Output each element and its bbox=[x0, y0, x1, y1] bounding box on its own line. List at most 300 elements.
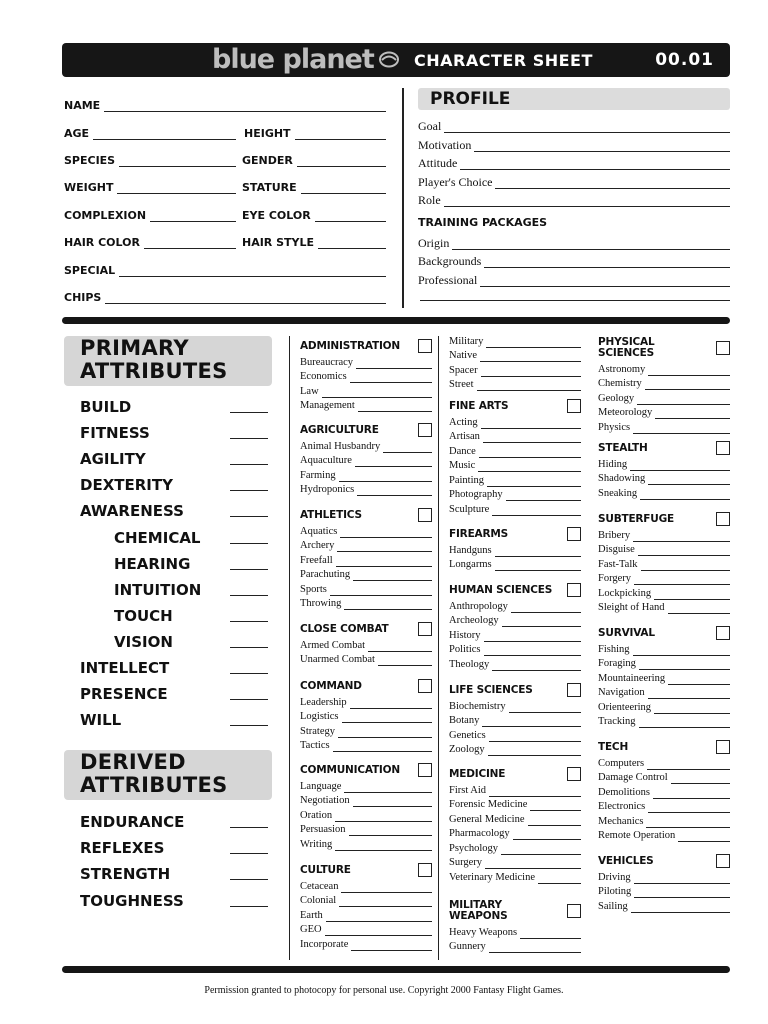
hair-style-line[interactable] bbox=[318, 237, 386, 249]
skill-label: Aquaculture bbox=[300, 455, 352, 466]
skill-line[interactable] bbox=[350, 700, 432, 709]
skill-line[interactable] bbox=[339, 473, 432, 482]
skill-line[interactable] bbox=[486, 339, 581, 348]
gender-line[interactable] bbox=[297, 155, 386, 167]
skill-mechanics[interactable] bbox=[598, 813, 730, 828]
skill-aquaculture[interactable] bbox=[300, 453, 432, 468]
skill-group-checkbox[interactable] bbox=[716, 341, 730, 355]
complexion-field[interactable] bbox=[64, 206, 236, 222]
attr-touch-line[interactable] bbox=[230, 621, 268, 622]
hair-color-field[interactable] bbox=[64, 233, 236, 249]
sheet-title: CHARACTER SHEET bbox=[414, 51, 593, 70]
attr-will-label: WILL bbox=[80, 711, 122, 730]
skill-archery[interactable] bbox=[300, 538, 432, 553]
skill-label: Bureaucracy bbox=[300, 356, 354, 368]
skill-line[interactable] bbox=[495, 548, 581, 557]
skill-label: Sneaking bbox=[598, 487, 638, 499]
skill-line[interactable] bbox=[653, 790, 730, 799]
skill-line[interactable] bbox=[633, 425, 730, 434]
skill-history[interactable] bbox=[449, 627, 581, 642]
skill-line[interactable] bbox=[330, 587, 432, 596]
skill-line[interactable] bbox=[353, 798, 432, 807]
skill-theology[interactable] bbox=[449, 656, 581, 671]
attr-reflexes-line[interactable] bbox=[230, 853, 268, 854]
skill-label: Cetacean bbox=[300, 880, 339, 892]
stature-field[interactable] bbox=[242, 178, 386, 194]
eye-color-field[interactable] bbox=[242, 206, 386, 222]
special-field[interactable] bbox=[64, 261, 386, 277]
skill-botany[interactable] bbox=[449, 713, 581, 728]
skill-line[interactable] bbox=[655, 410, 730, 419]
skill-sailing[interactable] bbox=[598, 898, 730, 913]
skill-spacer[interactable] bbox=[449, 362, 581, 377]
attr-endurance-line[interactable] bbox=[230, 827, 268, 828]
skill-group-checkbox[interactable] bbox=[418, 423, 432, 437]
gender-label: GENDER bbox=[242, 154, 293, 167]
skill-line[interactable] bbox=[340, 529, 432, 538]
skill-aquatics[interactable] bbox=[300, 523, 432, 538]
goal-line[interactable] bbox=[444, 121, 730, 133]
skill-sneaking[interactable] bbox=[598, 485, 730, 500]
backgrounds-line[interactable] bbox=[484, 256, 730, 268]
skill-hydroponics[interactable] bbox=[300, 482, 432, 497]
profile-extra-line[interactable] bbox=[420, 300, 730, 301]
attr-intuition-line[interactable] bbox=[230, 595, 268, 596]
skill-group-communication bbox=[300, 765, 432, 851]
skill-fishing[interactable] bbox=[598, 641, 730, 656]
skill-persuasion[interactable] bbox=[300, 822, 432, 837]
skill-photography[interactable] bbox=[449, 487, 581, 502]
skill-group-name: ATHLETICS bbox=[300, 509, 362, 521]
chips-line[interactable] bbox=[105, 292, 386, 304]
skill-line[interactable] bbox=[356, 360, 432, 369]
skill-label: Hiding bbox=[598, 458, 628, 470]
skill-line[interactable] bbox=[648, 476, 730, 485]
origin-line[interactable] bbox=[452, 238, 730, 250]
role-line[interactable] bbox=[444, 195, 730, 207]
skill-label: Politics bbox=[449, 644, 481, 655]
players-choice-field[interactable] bbox=[418, 173, 730, 189]
skill-line[interactable] bbox=[368, 643, 432, 652]
skill-line[interactable] bbox=[355, 458, 432, 467]
skill-line[interactable] bbox=[492, 662, 581, 671]
skill-handguns[interactable] bbox=[449, 542, 581, 557]
skill-line[interactable] bbox=[633, 533, 730, 542]
skill-shadowing[interactable] bbox=[598, 471, 730, 486]
skill-line[interactable] bbox=[336, 558, 432, 567]
skill-armed-combat[interactable] bbox=[300, 637, 432, 652]
skill-electronics[interactable] bbox=[598, 799, 730, 814]
skill-sleight-of-hand[interactable] bbox=[598, 600, 730, 615]
skill-cetacean[interactable] bbox=[300, 878, 432, 893]
species-field[interactable] bbox=[64, 151, 236, 167]
skill-management[interactable] bbox=[300, 398, 432, 413]
attr-presence-line[interactable] bbox=[230, 699, 268, 700]
skill-line[interactable] bbox=[487, 478, 581, 487]
skill-veterinary-medicine[interactable] bbox=[449, 869, 581, 884]
skill-fast-talk[interactable] bbox=[598, 556, 730, 571]
skill-group-checkbox[interactable] bbox=[716, 626, 730, 640]
skill-dance[interactable] bbox=[449, 443, 581, 458]
skill-longarms[interactable] bbox=[449, 557, 581, 572]
skill-orienteering[interactable] bbox=[598, 699, 730, 714]
skill-label: Incorporate bbox=[300, 938, 349, 950]
age-line[interactable] bbox=[93, 128, 236, 140]
eye-color-label: EYE COLOR bbox=[242, 209, 311, 222]
skill-psychology[interactable] bbox=[449, 840, 581, 855]
chips-field[interactable] bbox=[64, 288, 386, 304]
skill-parachuting[interactable] bbox=[300, 567, 432, 582]
skill-lockpicking[interactable] bbox=[598, 585, 730, 600]
skill-line[interactable] bbox=[489, 788, 581, 797]
skill-label: Anthropology bbox=[449, 600, 508, 612]
skill-label: Sports bbox=[300, 583, 327, 595]
skill-label: General Medicine bbox=[449, 813, 525, 825]
skill-label: First Aid bbox=[449, 784, 487, 796]
skill-leadership[interactable] bbox=[300, 694, 432, 709]
skill-line[interactable] bbox=[378, 657, 432, 666]
skill-line[interactable] bbox=[634, 889, 730, 898]
skill-line[interactable] bbox=[678, 833, 730, 842]
skill-group-name: FIREARMS bbox=[449, 528, 508, 540]
skill-piloting[interactable] bbox=[598, 884, 730, 899]
skill-line[interactable] bbox=[477, 382, 582, 391]
skill-line[interactable] bbox=[338, 729, 432, 738]
species-line[interactable] bbox=[119, 155, 236, 167]
skill-label: Veterinary Medicine bbox=[449, 871, 536, 883]
name-label: NAME bbox=[64, 99, 101, 112]
skill-economics[interactable] bbox=[300, 369, 432, 384]
skill-sculpture[interactable] bbox=[449, 501, 581, 516]
skill-line[interactable] bbox=[383, 444, 432, 453]
skill-mountaineering[interactable] bbox=[598, 670, 730, 685]
skill-line[interactable] bbox=[335, 842, 432, 851]
role-field[interactable] bbox=[418, 191, 730, 207]
skill-line[interactable] bbox=[647, 761, 730, 770]
skill-line[interactable] bbox=[342, 714, 433, 723]
skill-pharmacology[interactable] bbox=[449, 826, 581, 841]
skill-line[interactable] bbox=[489, 733, 581, 742]
skill-line[interactable] bbox=[645, 381, 730, 390]
skill-label: Navigation bbox=[598, 687, 645, 698]
skill-first-aid[interactable] bbox=[449, 782, 581, 797]
skill-damage-control[interactable] bbox=[598, 770, 730, 785]
skill-line[interactable] bbox=[654, 591, 730, 600]
skill-line[interactable] bbox=[648, 690, 730, 699]
skill-colonial[interactable] bbox=[300, 893, 432, 908]
skill-line[interactable] bbox=[633, 647, 730, 656]
skill-gunnery[interactable] bbox=[449, 939, 581, 954]
attr-will-line[interactable] bbox=[230, 725, 268, 726]
skill-remote-operation[interactable] bbox=[598, 828, 730, 843]
skill-street[interactable] bbox=[449, 377, 581, 392]
skill-writing[interactable] bbox=[300, 836, 432, 851]
skill-group-checkbox[interactable] bbox=[418, 508, 432, 522]
skill-group-checkbox[interactable] bbox=[567, 767, 581, 781]
attitude-field[interactable] bbox=[418, 154, 730, 170]
skill-line[interactable] bbox=[326, 913, 432, 922]
skill-line[interactable] bbox=[639, 719, 730, 728]
skill-line[interactable] bbox=[631, 904, 730, 913]
backgrounds-field[interactable] bbox=[418, 252, 730, 268]
skill-line[interactable] bbox=[478, 463, 581, 472]
hair-color-label: HAIR COLOR bbox=[64, 236, 140, 249]
skill-label: Sailing bbox=[598, 900, 628, 912]
skill-group-checkbox[interactable] bbox=[567, 583, 581, 597]
attr-dexterity-label: DEXTERITY bbox=[80, 476, 173, 495]
skill-music[interactable] bbox=[449, 458, 581, 473]
attr-agility-line[interactable] bbox=[230, 464, 268, 465]
skill-line[interactable] bbox=[482, 718, 581, 727]
skill-group-header bbox=[449, 529, 581, 540]
skill-line[interactable] bbox=[349, 827, 433, 836]
skill-group-checkbox[interactable] bbox=[567, 399, 581, 413]
skill-tactics[interactable] bbox=[300, 738, 432, 753]
attr-intellect-line[interactable] bbox=[230, 673, 268, 674]
skill-line[interactable] bbox=[344, 601, 432, 610]
skill-politics[interactable] bbox=[449, 642, 581, 657]
skill-group-checkbox[interactable] bbox=[418, 763, 432, 777]
motivation-line[interactable] bbox=[474, 140, 730, 152]
skill-freefall[interactable] bbox=[300, 552, 432, 567]
skill-sports[interactable] bbox=[300, 581, 432, 596]
skill-biochemistry[interactable] bbox=[449, 698, 581, 713]
skill-line[interactable] bbox=[648, 804, 730, 813]
skill-line[interactable] bbox=[485, 860, 581, 869]
skill-group-checkbox[interactable] bbox=[716, 512, 730, 526]
skill-heavy-weapons[interactable] bbox=[449, 924, 581, 939]
skill-line[interactable] bbox=[322, 389, 432, 398]
skill-group-checkbox[interactable] bbox=[716, 441, 730, 455]
skill-bureaucracy[interactable] bbox=[300, 354, 432, 369]
skill-group-subterfuge bbox=[598, 514, 730, 614]
skill-group-checkbox[interactable] bbox=[716, 740, 730, 754]
skill-line[interactable] bbox=[350, 374, 432, 383]
skill-anthropology[interactable] bbox=[449, 598, 581, 613]
skill-line[interactable] bbox=[654, 705, 730, 714]
skill-label: Pharmacology bbox=[449, 828, 510, 839]
skill-line[interactable] bbox=[333, 743, 432, 752]
skill-line[interactable] bbox=[520, 930, 581, 939]
skill-line[interactable] bbox=[339, 898, 432, 907]
attr-intuition-label: INTUITION bbox=[114, 580, 202, 599]
weight-line[interactable] bbox=[117, 182, 236, 194]
skill-line[interactable] bbox=[337, 543, 432, 552]
skill-group-checkbox[interactable] bbox=[418, 339, 432, 353]
skill-line[interactable] bbox=[641, 562, 730, 571]
skill-line[interactable] bbox=[483, 434, 581, 443]
skill-line[interactable] bbox=[630, 462, 730, 471]
attr-build-line[interactable] bbox=[230, 412, 268, 413]
skill-surgery[interactable] bbox=[449, 855, 581, 870]
height-field[interactable] bbox=[244, 124, 386, 140]
special-line[interactable] bbox=[119, 265, 386, 277]
skill-line[interactable] bbox=[480, 353, 581, 362]
skill-group-checkbox[interactable] bbox=[418, 622, 432, 636]
skill-line[interactable] bbox=[637, 396, 730, 405]
skill-chemistry[interactable] bbox=[598, 376, 730, 391]
skill-line[interactable] bbox=[506, 492, 581, 501]
skill-forensic-medicine[interactable] bbox=[449, 797, 581, 812]
age-label: AGE bbox=[64, 127, 90, 140]
skill-incorporate[interactable] bbox=[300, 936, 432, 951]
skill-general-medicine[interactable] bbox=[449, 811, 581, 826]
skill-zoology[interactable] bbox=[449, 742, 581, 757]
skill-line[interactable] bbox=[528, 817, 581, 826]
skill-bribery[interactable] bbox=[598, 527, 730, 542]
skill-group-checkbox[interactable] bbox=[418, 863, 432, 877]
skill-line[interactable] bbox=[344, 784, 432, 793]
complexion-line[interactable] bbox=[150, 210, 236, 222]
origin-field[interactable] bbox=[418, 234, 730, 250]
skill-line[interactable] bbox=[335, 813, 432, 822]
skill-line[interactable] bbox=[638, 547, 730, 556]
players-choice-line[interactable] bbox=[495, 177, 730, 189]
attr-hearing-line[interactable] bbox=[230, 569, 268, 570]
skill-demolitions[interactable] bbox=[598, 784, 730, 799]
skill-geo[interactable] bbox=[300, 922, 432, 937]
attr-presence-label: PRESENCE bbox=[80, 685, 168, 704]
skill-astronomy[interactable] bbox=[598, 361, 730, 376]
skill-line[interactable] bbox=[501, 846, 581, 855]
skill-group-checkbox[interactable] bbox=[418, 679, 432, 693]
attr-dexterity-line[interactable] bbox=[230, 490, 268, 491]
skill-artisan[interactable] bbox=[449, 429, 581, 444]
age-field[interactable] bbox=[64, 124, 236, 140]
skill-line[interactable] bbox=[484, 647, 581, 656]
skill-line[interactable] bbox=[640, 491, 730, 500]
skill-line[interactable] bbox=[341, 884, 432, 893]
hair-color-line[interactable] bbox=[144, 237, 236, 249]
name-line[interactable] bbox=[104, 100, 386, 112]
skill-line[interactable] bbox=[646, 819, 730, 828]
skill-line[interactable] bbox=[668, 676, 730, 685]
skill-group-checkbox[interactable] bbox=[567, 904, 581, 918]
skill-disguise[interactable] bbox=[598, 542, 730, 557]
skill-native[interactable] bbox=[449, 348, 581, 363]
skill-line[interactable] bbox=[479, 449, 581, 458]
height-line[interactable] bbox=[295, 128, 386, 140]
skill-line[interactable] bbox=[481, 368, 581, 377]
skill-line[interactable] bbox=[351, 942, 432, 951]
skill-strategy[interactable] bbox=[300, 723, 432, 738]
skill-physics[interactable] bbox=[598, 419, 730, 434]
skill-line[interactable] bbox=[671, 775, 730, 784]
skill-logistics[interactable] bbox=[300, 709, 432, 724]
skill-painting[interactable] bbox=[449, 472, 581, 487]
attr-strength-line[interactable] bbox=[230, 879, 268, 880]
skill-line[interactable] bbox=[488, 747, 581, 756]
skill-line[interactable] bbox=[634, 875, 730, 884]
goal-field[interactable] bbox=[418, 117, 730, 133]
skill-hiding[interactable] bbox=[598, 456, 730, 471]
skill-line[interactable] bbox=[668, 605, 731, 614]
skill-line[interactable] bbox=[634, 576, 730, 585]
stature-label: STATURE bbox=[242, 181, 297, 194]
skill-line[interactable] bbox=[357, 487, 432, 496]
skill-computers[interactable] bbox=[598, 755, 730, 770]
skill-group-checkbox[interactable] bbox=[716, 854, 730, 868]
skill-group-header bbox=[449, 585, 581, 596]
skill-language[interactable] bbox=[300, 778, 432, 793]
skill-line[interactable] bbox=[530, 802, 581, 811]
skill-earth[interactable] bbox=[300, 907, 432, 922]
skill-label: Physics bbox=[598, 421, 631, 433]
skill-line[interactable] bbox=[492, 507, 581, 516]
skill-unarmed-combat[interactable] bbox=[300, 652, 432, 667]
skill-label: Armed Combat bbox=[300, 639, 366, 651]
skill-line[interactable] bbox=[481, 420, 581, 429]
skill-genetics[interactable] bbox=[449, 727, 581, 742]
attr-fitness-line[interactable] bbox=[230, 438, 268, 439]
hair-style-field[interactable] bbox=[242, 233, 386, 249]
skill-line[interactable] bbox=[502, 618, 581, 627]
skill-line[interactable] bbox=[484, 633, 582, 642]
skill-foraging[interactable] bbox=[598, 656, 730, 671]
skill-throwing[interactable] bbox=[300, 596, 432, 611]
skill-line[interactable] bbox=[513, 831, 581, 840]
skill-group-name: LIFE SCIENCES bbox=[449, 684, 533, 696]
motivation-field[interactable] bbox=[418, 136, 730, 152]
skill-group-checkbox[interactable] bbox=[567, 683, 581, 697]
skill-line[interactable] bbox=[353, 572, 432, 581]
attitude-line[interactable] bbox=[460, 158, 730, 170]
eye-color-line[interactable] bbox=[315, 210, 386, 222]
skill-line[interactable] bbox=[648, 367, 730, 376]
sheet-header bbox=[62, 43, 730, 77]
skill-driving[interactable] bbox=[598, 869, 730, 884]
skill-line[interactable] bbox=[358, 403, 432, 412]
skill-line[interactable] bbox=[325, 927, 432, 936]
skill-line[interactable] bbox=[538, 875, 581, 884]
skill-label: Gunnery bbox=[449, 941, 486, 952]
skill-acting[interactable] bbox=[449, 414, 581, 429]
skill-tracking[interactable] bbox=[598, 714, 730, 729]
skill-line[interactable] bbox=[489, 944, 581, 953]
skill-meteorology[interactable] bbox=[598, 405, 730, 420]
skill-farming[interactable] bbox=[300, 467, 432, 482]
skill-animal-husbandry[interactable] bbox=[300, 438, 432, 453]
attr-awareness-line[interactable] bbox=[230, 516, 268, 517]
skill-line[interactable] bbox=[509, 704, 581, 713]
skill-negotiation[interactable] bbox=[300, 793, 432, 808]
name-field[interactable] bbox=[64, 96, 386, 112]
skill-group-medicine bbox=[449, 769, 581, 884]
skill-forgery[interactable] bbox=[598, 571, 730, 586]
attr-vision-line[interactable] bbox=[230, 647, 268, 648]
stature-line[interactable] bbox=[301, 182, 386, 194]
professional-line[interactable] bbox=[480, 275, 730, 287]
skill-label: Heavy Weapons bbox=[449, 926, 518, 938]
gender-field[interactable] bbox=[242, 151, 386, 167]
skill-law[interactable] bbox=[300, 383, 432, 398]
skill-archeology[interactable] bbox=[449, 613, 581, 628]
attr-chemical-line[interactable] bbox=[230, 543, 268, 544]
skill-oration[interactable] bbox=[300, 807, 432, 822]
skill-navigation[interactable] bbox=[598, 685, 730, 700]
attr-toughness-line[interactable] bbox=[230, 906, 268, 907]
skill-group-checkbox[interactable] bbox=[567, 527, 581, 541]
skill-line[interactable] bbox=[495, 562, 581, 571]
weight-field[interactable] bbox=[64, 178, 236, 194]
skill-line[interactable] bbox=[639, 661, 730, 670]
attr-fitness-label: FITNESS bbox=[80, 424, 150, 443]
skill-line[interactable] bbox=[511, 604, 581, 613]
skill-geology[interactable] bbox=[598, 390, 730, 405]
skill-group-name bbox=[449, 900, 507, 922]
skill-military[interactable] bbox=[449, 333, 581, 348]
professional-field[interactable] bbox=[418, 271, 730, 287]
